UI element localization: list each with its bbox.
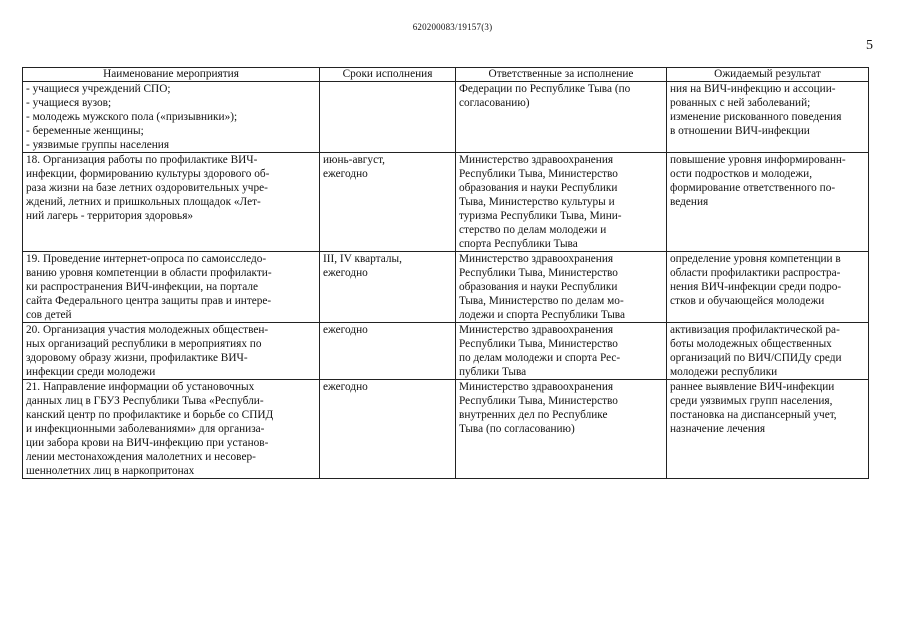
cell-text-line: постановка на диспансерный учет, [670,409,837,421]
cell-text-line: - молодежь мужского пола («призывники»); [26,111,238,123]
cell-text-line: здоровому образу жизни, профилактике ВИЧ- [26,352,248,364]
cell-text-line: канский центр по профилактике и борьбе со СПИД [26,409,274,421]
cell-text-line: ния на ВИЧ-инфекцию и ассоции- [670,83,836,95]
cell-text-line: ции забора крови на ВИЧ-инфекцию при установ- [26,437,269,449]
table-row [23,380,869,479]
cell-text-line: ванию уровня компетенции в области профилакти- [26,267,272,279]
activities-table [22,67,869,479]
cell-text-line: среди уязвимых групп населения, [670,395,833,407]
cell-text-line: спорта Республики Тыва [459,238,578,250]
cell-text-line: раза жизни на базе летних оздоровительных учре- [26,182,268,194]
cell-text-line: сов детей [26,309,72,321]
cell-text-line: Тыва, Министерство культуры и [459,196,615,208]
cell-activity [23,153,320,252]
cell-text-line: определение уровня компетенции в [670,253,841,265]
cell-text-line: - учащиеся учреждений СПО; [26,83,171,95]
cell-text-line: раннее выявление ВИЧ-инфекции [670,381,835,393]
table-row [23,82,869,153]
cell-activity [23,252,320,323]
cell-text-line: лении местонахождения малолетних и несовер- [26,451,256,463]
cell-text-line: Республики Тыва, Министерство [459,168,618,180]
cell-deadline [320,82,456,153]
table-row [23,252,869,323]
cell-text-line: ости подростков и молодежи, [670,168,813,180]
cell-result [667,153,869,252]
cell-text-line: стков и обучающейся молодежи [670,295,825,307]
cell-text-line: области профилактики распростра- [670,267,841,279]
cell-result [667,252,869,323]
cell-text-line: по делам молодежи и спорта Рес- [459,352,621,364]
cell-text-line: инфекции, формированию культуры здорового об- [26,168,270,180]
column-header-deadline: Сроки исполнения [320,68,456,82]
cell-text-line: ждений, летних и пришкольных площадок «Лет- [26,196,261,208]
cell-text-line: публики Тыва [459,366,527,378]
cell-deadline [320,323,456,380]
cell-text-line: рованных с ней заболеваний; [670,97,811,109]
page-number: 5 [866,38,873,53]
cell-text-line: изменение рискованного поведения [670,111,842,123]
cell-text-line: туризма Республики Тыва, Мини- [459,210,622,222]
cell-text-line: Республики Тыва, Министерство [459,338,618,350]
cell-text-line: Тыва, Министерство по делам мо- [459,295,624,307]
cell-text-line: назначение лечения [670,423,766,435]
cell-text-line: Министерство здравоохранения [459,154,614,166]
cell-text-line: формирование ответственного по- [670,182,836,194]
cell-responsible [456,323,667,380]
cell-text-line: Тыва (по согласованию) [459,423,575,435]
document-code: 620200083/19157(3) [412,22,493,32]
cell-responsible [456,82,667,153]
cell-text-line: Министерство здравоохранения [459,381,614,393]
cell-deadline [320,380,456,479]
cell-text-line: Республики Тыва, Министерство [459,267,618,279]
cell-text-line: согласованию) [459,97,530,109]
cell-text-line: молодежи республики [670,366,778,378]
cell-text-line: данных лиц в ГБУЗ Республики Тыва «Республи- [26,395,264,407]
cell-deadline [320,252,456,323]
cell-text-line: Министерство здравоохранения [459,324,614,336]
table-header-row [23,68,869,82]
cell-text-line: и инфекционными заболеваниями» для организа- [26,423,265,435]
cell-text-line: Федерации по Республике Тыва (по [459,83,631,95]
column-header-result: Ожидаемый результат [667,68,869,82]
cell-text-line: активизация профилактической ра- [670,324,840,336]
cell-text-line: образования и науки Республики [459,182,618,194]
cell-result [667,323,869,380]
cell-text-line: ки распространения ВИЧ-инфекции, на портале [26,281,258,293]
cell-responsible [456,380,667,479]
cell-text-line: образования и науки Республики [459,281,618,293]
cell-text-line: организаций по ВИЧ/СПИДу среди [670,352,842,364]
column-header-responsible: Ответственные за исполнение [456,68,667,82]
cell-text-line: ных организаций республики в мероприятиях по [26,338,262,350]
cell-text-line: ежегодно [323,324,368,336]
cell-text-line: III, IV кварталы, [323,253,402,265]
cell-text-line: боты молодежных общественных [670,338,832,350]
cell-text-line: внутренних дел по Республике [459,409,608,421]
cell-result [667,380,869,479]
cell-text-line: стерство по делам молодежи и [459,224,607,236]
cell-text-line: ний лагерь - территория здоровья» [26,210,194,222]
cell-text-line: 19. Проведение интернет-опроса по самоисследо- [26,253,267,265]
cell-activity [23,380,320,479]
cell-text-line: ведения [670,196,709,208]
cell-activity [23,323,320,380]
cell-text-line: 21. Направление информации об установочных [26,381,255,393]
cell-result [667,82,869,153]
table-row [23,153,869,252]
cell-activity [23,82,320,153]
cell-text-line: июнь-август, [323,154,386,166]
cell-text-line: Республики Тыва, Министерство [459,395,618,407]
cell-text-line: в отношении ВИЧ-инфекции [670,125,810,137]
cell-responsible [456,252,667,323]
cell-deadline [320,153,456,252]
cell-text-line: повышение уровня информированн- [670,154,846,166]
cell-text-line: ежегодно [323,381,368,393]
cell-text-line: инфекции среди молодежи [26,366,156,378]
cell-text-line: нения ВИЧ-инфекции среди подро- [670,281,842,293]
cell-text-line: лодежи и спорта Республики Тыва [459,309,626,321]
cell-text-line: Министерство здравоохранения [459,253,614,265]
table-row [23,323,869,380]
cell-text-line: - беременные женщины; [26,125,144,137]
cell-text-line: шеннолетних лиц в наркопритонах [26,465,195,477]
cell-text-line: ежегодно [323,267,368,279]
cell-text-line: - уязвимые группы населения [26,139,170,151]
cell-text-line: 20. Организация участия молодежных обществен- [26,324,269,336]
cell-text-line: сайта Федерального центра защиты прав и интере- [26,295,272,307]
cell-text-line: ежегодно [323,168,368,180]
column-header-activity: Наименование мероприятия [23,68,320,82]
cell-text-line: - учащиеся вузов; [26,97,112,109]
cell-text-line: 18. Организация работы по профилактике ВИЧ- [26,154,258,166]
cell-responsible [456,153,667,252]
